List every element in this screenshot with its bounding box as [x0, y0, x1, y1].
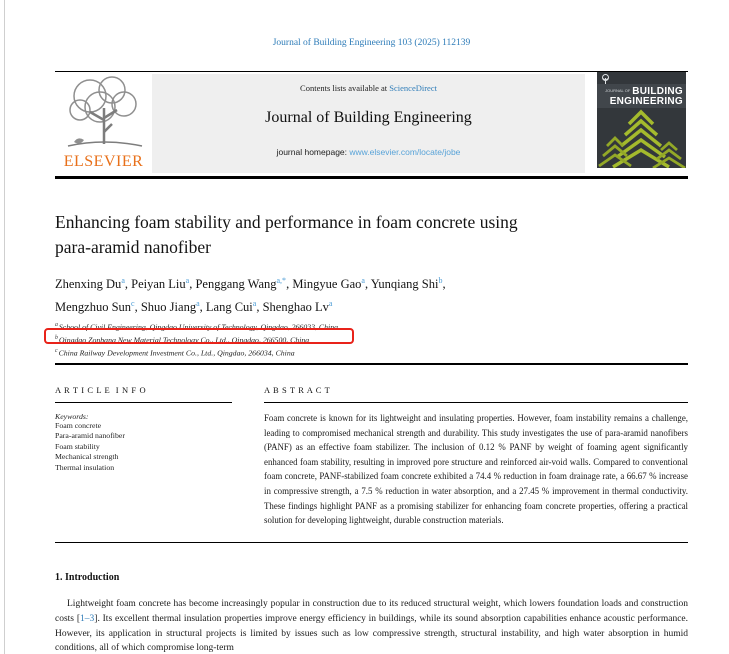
- citation-bracket-close: ]: [94, 613, 98, 624]
- author-affiliation-superscript: b: [438, 276, 443, 285]
- author-line-1: [55, 271, 665, 294]
- elsevier-logo: [55, 74, 152, 174]
- article-info-heading-rule: [55, 402, 232, 403]
- article-title-line2: para-aramid nanofiber: [55, 237, 211, 257]
- introduction-heading: 1. Introduction: [55, 572, 120, 583]
- author-affiliation-superscript: a: [121, 276, 125, 285]
- author-line-2: [55, 294, 665, 317]
- author: Peiyan Liu$^a$,: [131, 276, 196, 292]
- introduction-paragraph: [55, 597, 688, 654]
- cover-word-building: BUILDING: [632, 86, 683, 97]
- author: Yunqiang Shi$^b$,: [370, 276, 446, 292]
- author: Zhenxing Du$^a$,: [55, 276, 132, 292]
- header-journal-title: Journal of Building Engineering: [265, 109, 472, 126]
- article-title: [55, 210, 655, 260]
- abstract-column: [264, 385, 688, 528]
- keyword-item: Para-aramid nanofiber: [55, 431, 125, 441]
- author-list: [55, 271, 665, 317]
- cover-elsevier-mark-icon: [601, 74, 610, 85]
- section-divider-rule: [55, 363, 688, 365]
- author: Penggang Wang$^{a,*}$,: [195, 276, 293, 292]
- author-affiliation-superscript: a: [328, 299, 333, 309]
- homepage-link[interactable]: www.elsevier.com/locate/jobe: [349, 147, 461, 157]
- affiliation-line: $^a$School of Civil Engineering, Qingdao University of Technology, Qingdao, 266033, China: [55, 322, 338, 332]
- intro-text-end: . Its excellent thermal insulation properties improve energy efficiency in buildings, while its sound absorption capabilities enhance acoustic performance. However, its application in structural projects is limited by issues such as low compressive strength, structural instability, and high water absorption in humid conditions, all of which compromise long-term: [55, 613, 689, 654]
- author: Lang Cui$^a$,: [205, 299, 263, 315]
- affiliation-list: [55, 320, 675, 359]
- abstract-text: Foam concrete is known for its lightweight and insulating properties. However, foam instability remains a challenge, leading to compromised mechanical strength and durability. This study investigates the use of para-aramid nanofibers (PANF) as an effective foam stabilizer. The inclusion of 0.12 % PANF by weight of foaming agent significantly enhanced foam stability, resulting in improved pore structure and reinforced air-void walls. Compared to conventional foam concrete, PANF-stabilized foam concrete exhibited a 74.4 % reduction in foam drainage rate, a 66.67 % increase in compressive strength, a 7.5 % reduction in water absorption, and a 27.45 % improvement in thermal conductivity. These findings highlight PANF as a promising stabilizer for enhancing foam concrete properties, offering a practical solution for developing lightweight, durable construction materials.: [264, 413, 688, 526]
- elsevier-tree-icon: [60, 74, 148, 152]
- contents-prefix: Contents lists available at: [300, 83, 390, 93]
- citation-bracket-open: [: [76, 613, 81, 624]
- article-title-line1: Enhancing foam stability and performance in foam concrete using: [55, 212, 518, 232]
- page-edge: [4, 0, 5, 654]
- cover-word-engineering: ENGINEERING: [609, 96, 683, 107]
- author-affiliation-superscript: a: [196, 299, 200, 309]
- author-affiliation-superscript: a,*: [276, 276, 287, 285]
- abstract-heading: A B S T R A C T: [264, 385, 331, 395]
- author-affiliation-superscript: c: [131, 299, 135, 309]
- contents-line: [152, 83, 585, 93]
- author-affiliation-superscript: a: [185, 276, 190, 285]
- author: Shuo Jiang$^a$,: [140, 299, 206, 315]
- sciencedirect-link[interactable]: ScienceDirect: [389, 83, 437, 93]
- affiliation-line: $^c$China Railway Development Investment Co., Ltd., Qingdao, 266034, China: [55, 347, 295, 358]
- affiliation-line: $^b$Qingdao Zonbang New Material Technology Co., Ltd., Qingdao, 266500, China: [55, 334, 310, 345]
- header-banner: [152, 74, 585, 173]
- author-affiliation-superscript: a: [252, 299, 257, 309]
- cover-trees-icon: [597, 102, 686, 168]
- keyword-item: Mechanical strength: [55, 452, 119, 462]
- author: Shenghao Lv$^a$: [262, 299, 333, 315]
- keyword-item: Foam concrete: [55, 421, 102, 430]
- cover-journal-of: JOURNAL OF: [605, 88, 631, 93]
- author-affiliation-superscript: a: [361, 276, 365, 285]
- article-info-heading: A R T I C L E I N F O: [55, 385, 147, 395]
- author: Mingyue Gao$^a$,: [292, 276, 371, 292]
- homepage-line: [152, 147, 585, 157]
- keyword-item: Thermal insulation: [55, 462, 115, 472]
- abstract-heading-rule: [264, 402, 688, 403]
- keyword-item: Foam stability: [55, 441, 100, 451]
- keywords-label: Keywords:: [55, 412, 89, 421]
- keywords-list: [55, 421, 232, 473]
- article-info-column: [55, 385, 232, 473]
- author: Mengzhuo Sun$^c$,: [55, 299, 141, 315]
- citation-link[interactable]: 1–3: [80, 613, 95, 624]
- journal-cover-thumbnail: [597, 72, 686, 168]
- journal-reference: Journal of Building Engineering 103 (2025) 112139: [272, 38, 471, 48]
- homepage-prefix: journal homepage:: [276, 147, 350, 157]
- elsevier-wordmark: ELSEVIER: [63, 153, 144, 170]
- header-top-rule: [55, 71, 688, 72]
- abstract-bottom-rule: [55, 542, 688, 543]
- header-bottom-rule: [55, 176, 688, 179]
- intro-text-start: Lightweight foam concrete has become increasingly popular in construction due to its reduced structural weight, which lowers foundation loads and construction costs: [55, 599, 688, 624]
